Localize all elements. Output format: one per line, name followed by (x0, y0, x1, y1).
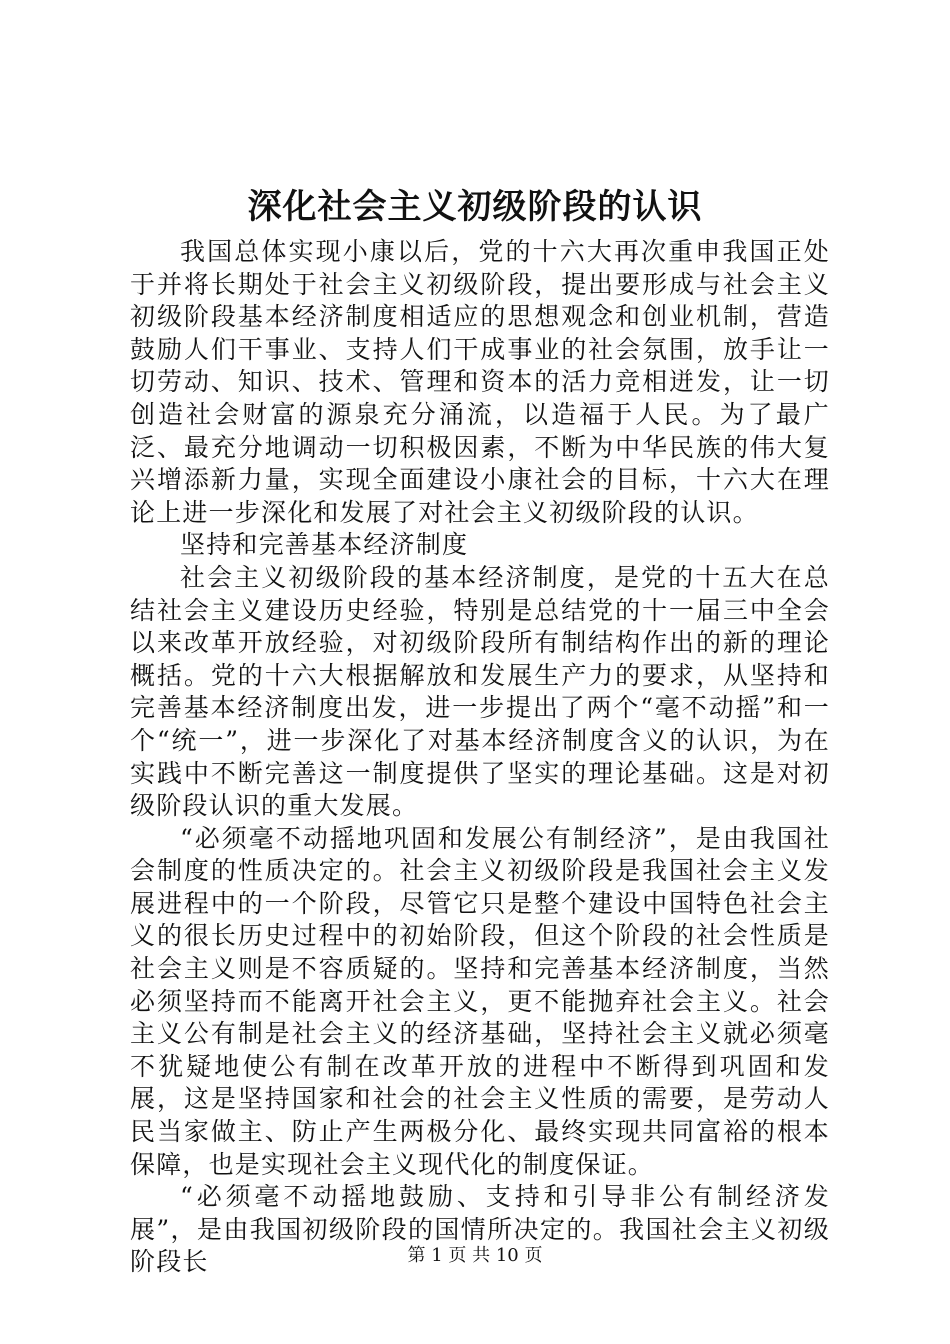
document-title: 深化社会主义初级阶段的认识 (247, 187, 703, 227)
section-heading: 坚持和完善基本经济制度 (180, 530, 469, 560)
paragraph-public-ownership: “必须毫不动摇地巩固和发展公有制经济”，是由我国社会制度的性质决定的。社会主义初级阶段是我国社会主义发展进程中的一个阶段，尽管它只是整个建设中国特色社会主义的很长历史过程中的初始阶段，但这个阶段的社会性质是社会主义则是不容质疑的。坚持和完善基本经济制度，当然必须坚持而不能离开社会主义，更不能抛弃社会主义。社会主义公有制是社会主义的经济基础，坚持社会主义就必须毫不犹疑地使公有制在改革开放的进程中不断得到巩固和发展，这是坚持国家和社会的社会主义性质的需要，是劳动人民当家做主、防止产生两极分化、最终实现共同富裕的根本保障，也是实现社会主义现代化的制度保证。 (130, 823, 830, 1179)
page-number-footer: 第 1 页 共 10 页 (407, 1245, 543, 1266)
paragraph-intro: 我国总体实现小康以后，党的十六大再次重申我国正处于并将长期处于社会主义初级阶段，提出要形成与社会主义初级阶段基本经济制度相适应的思想观念和创业机制，营造鼓励人们干事业、支持人们干成事业的社会氛围，放手让一切劳动、知识、技术、管理和资本的活力竞相迸发，让一切创造社会财富的源泉充分涌流，以造福于人民。为了最广泛、最充分地调动一切积极因素，不断为中华民族的伟大复兴增添新力量，实现全面建设小康社会的目标，十六大在理论上进一步深化和发展了对社会主义初级阶段的认识。 (130, 237, 830, 527)
paragraph-basic-system: 社会主义初级阶段的基本经济制度，是党的十五大在总结社会主义建设历史经验，特别是总结党的十一届三中全会以来改革开放经验，对初级阶段所有制结构作出的新的理论概括。党的十六大根据解放和发展生产力的要求，从坚持和完善基本经济制度出发，进一步提出了两个“毫不动摇”和一个“统一”，进一步深化了对基本经济制度含义的认识，为在实践中不断完善这一制度提供了坚实的理论基础。这是对初级阶段认识的重大发展。 (130, 562, 830, 821)
document-body (130, 236, 830, 1279)
paragraph-non-public-ownership: “必须毫不动摇地鼓励、支持和引导非公有制经济发展”，是由我国初级阶段的国情所决定的。我国社会主义初级阶段长 (130, 1182, 830, 1277)
